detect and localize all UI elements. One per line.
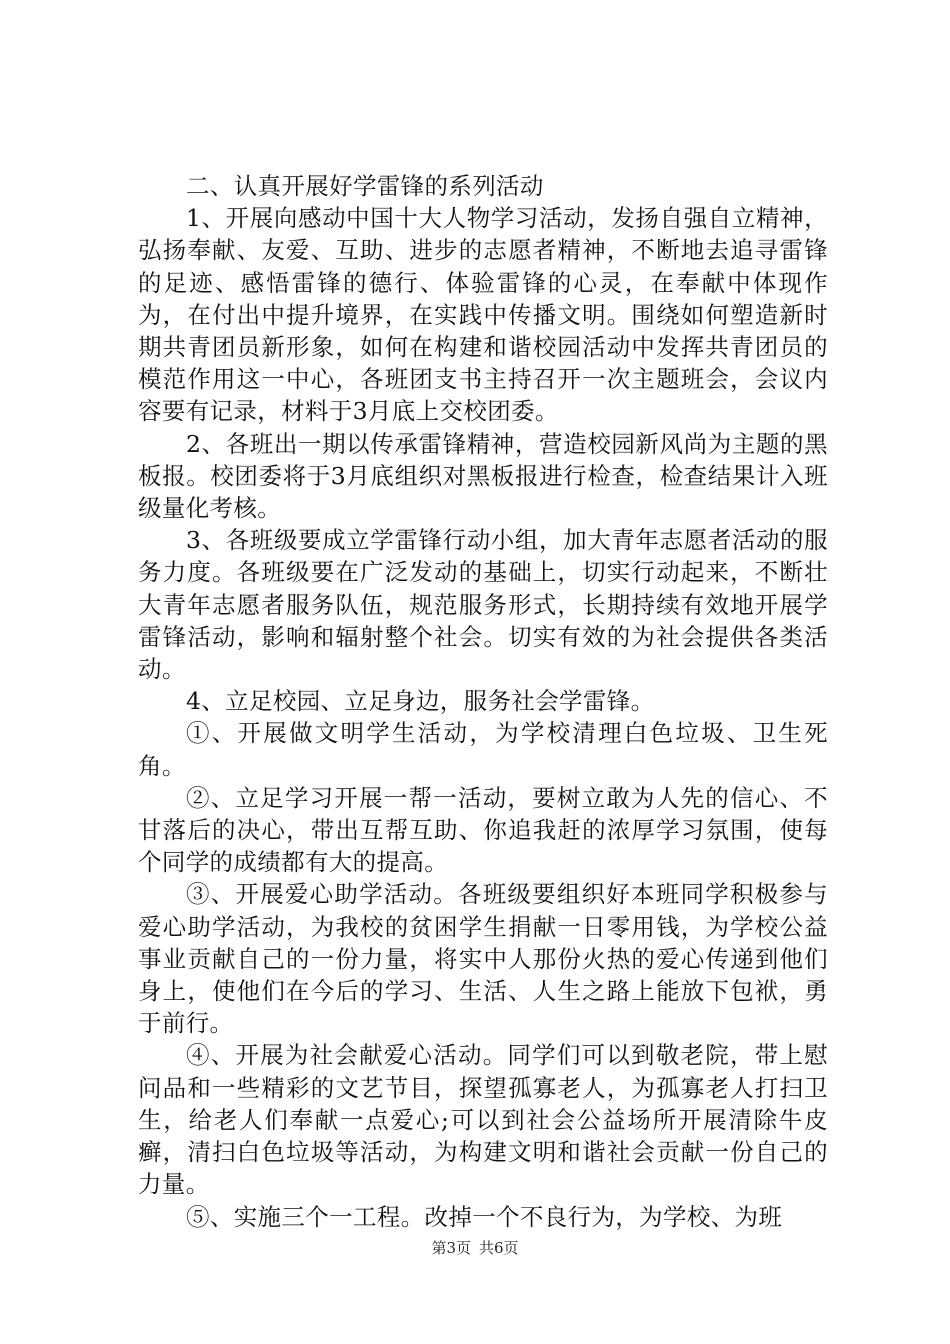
document-body [138,170,828,1233]
page-total: 共6页 [479,1239,519,1257]
page-footer [0,1238,950,1258]
section-heading: 二、认真开展好学雷锋的系列活动 [186,172,544,200]
paragraph-item-3: 3、各班级要成立学雷锋行动小组，加大青年志愿者活动的服务力度。各班级要在广泛发动的基础上，切实行动起来，不断壮大青年志愿者服务队伍，规范服务形式，长期持续有效地开展学雷锋活动，影响和辐射整个社会。切实有效的为社会提供各类活动。 [138,526,828,684]
paragraph-item-2: 2、各班出一期以传承雷锋精神，营造校园新风尚为主题的黑板报。校团委将于3月底组织对黑板报进行检查，检查结果计入班级量化考核。 [138,429,828,523]
paragraph-subitem-4: ④、开展为社会献爱心活动。同学们可以到敬老院，带上慰问品和一些精彩的文艺节目，探望孤寡老人，为孤寡老人打扫卫生，给老人们奉献一点爱心;可以到社会公益场所开展清除牛皮癣，清扫白色垃圾等活动，为构建文明和谐社会贡献一份自己的力量。 [138,1041,828,1199]
paragraph-subitem-3: ③、开展爱心助学活动。各班级要组织好本班同学积极参与爱心助学活动，为我校的贫困学生捐献一日零用钱，为学校公益事业贡献自己的一份力量，将实中人那份火热的爱心传递到他们身上，使他们在今后的学习、生活、人生之路上能放下包袱，勇于前行。 [138,880,828,1038]
page-number: 第3页 [431,1239,471,1257]
paragraph-subitem-5: ⑤、实施三个一工程。改掉一个不良行为，为学校、为班 [186,1202,783,1231]
paragraph-subitem-1: ①、开展做文明学生活动，为学校清理白色垃圾、卫生死角。 [138,719,828,780]
paragraph-item-1: 1、开展向感动中国十大人物学习活动，发扬自强自立精神，弘扬奉献、友爱、互助、进步的志愿者精神，不断地去追寻雷锋的足迹、感悟雷锋的德行、体验雷锋的心灵，在奉献中体现作为，在付出中提升境界，在实践中传播文明。围绕如何塑造新时期共青团员新形象，如何在构建和谐校园活动中发挥共青团员的模范作用这一中心，各班团支书主持召开一次主题班会，会议内容要有记录，材料于3月底上交校团委。 [138,204,828,426]
paragraph-subitem-2: ②、立足学习开展一帮一活动，要树立敢为人先的信心、不甘落后的决心，带出互帮互助、你追我赶的浓厚学习氛围，使每个同学的成绩都有大的提高。 [138,783,828,877]
paragraph-item-4: 4、立足校园、立足身边，服务社会学雷锋。 [186,687,655,716]
